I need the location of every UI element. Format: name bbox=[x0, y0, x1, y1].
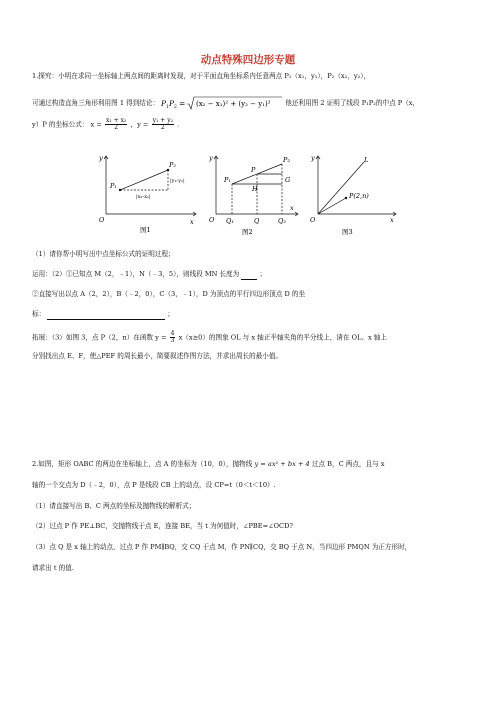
fig2-caption: 图2 bbox=[242, 228, 253, 236]
fig1-label-dy: |y₂-y₁| bbox=[170, 178, 185, 184]
fig2-label-q: Q bbox=[254, 217, 260, 225]
q1-part2c-text: 标： bbox=[32, 310, 46, 318]
q2-part1: （1）请直接写出 B、C 两点的坐标及抛物线的解析式； bbox=[32, 502, 196, 510]
q2-line1-text: 2.如图，矩形 OABC 的两边在坐标轴上，点 A 的坐标为（10，0），抛物线 bbox=[32, 460, 253, 468]
fig2-label-g: G bbox=[285, 176, 291, 184]
q1-part3a-text: 拓展：（3）如图 3，点 P（2，n）在函数 y = bbox=[32, 333, 167, 342]
page-title: 动点特殊四边形专题 bbox=[200, 54, 296, 66]
q2-part3b: 请求出 t 的值. bbox=[32, 564, 74, 572]
fig2-label-p1: P₁ bbox=[224, 176, 231, 184]
distance-formula bbox=[161, 96, 283, 110]
q2-intro-line2: 轴的一个交点为 D（﹣2，0），点 P 是线段 CB 上的动点，设 CP=t（0＜t＜10）. bbox=[32, 481, 276, 489]
mid-y-num: y₁ + y₂ bbox=[152, 117, 174, 124]
q1-line3-end: . bbox=[177, 120, 180, 129]
svg-text:2: 2 bbox=[174, 105, 178, 110]
fig1-label-p2: P₂ bbox=[169, 161, 176, 169]
q2-intro-line1 bbox=[32, 460, 385, 469]
fig1-label-y: y bbox=[99, 154, 103, 162]
fig2-label-q1: Q₁ bbox=[226, 217, 234, 225]
q1-line3-text: y）P 的坐标公式： bbox=[32, 120, 89, 129]
q1-part3b-text: x（x≥0）的图象 OL 与 x 轴正半轴夹角的平分线上，请在 OL、x 轴上 bbox=[178, 333, 387, 342]
fig2-label-o: O bbox=[209, 216, 215, 224]
figure-3 bbox=[306, 150, 402, 238]
fig1-label-o: O bbox=[99, 216, 105, 224]
fig2-label-q2: Q₂ bbox=[278, 217, 286, 225]
q1-part2b: ②直接写出以点 A（2，2），B（﹣2，0），C（3，﹣1），D 为顶点的平行四边形顶点 D 的坐 bbox=[32, 290, 306, 298]
svg-text:1: 1 bbox=[166, 105, 170, 110]
slope-num: 4 bbox=[170, 330, 175, 337]
fig2-label-p: P bbox=[251, 166, 256, 174]
q1-part1: （1）请你帮小明写出中点坐标公式的证明过程； bbox=[32, 250, 175, 258]
fig1-label-x: x bbox=[190, 218, 194, 226]
svg-text:P: P bbox=[161, 99, 167, 108]
mid-x-lhs: x = bbox=[90, 120, 102, 129]
mid-x-fraction bbox=[105, 118, 127, 131]
q1-part2a bbox=[32, 270, 266, 280]
q1-part3a bbox=[32, 331, 387, 344]
fig3-label-l: L bbox=[364, 156, 369, 164]
fig3-label-x: x bbox=[390, 216, 394, 224]
svg-text:=: = bbox=[179, 99, 186, 108]
fig2-label-y: y bbox=[209, 154, 213, 162]
q2-line1-tail: 过点 B，C 两点，且与 x bbox=[311, 460, 385, 468]
fig3-label-y: y bbox=[311, 154, 315, 162]
figure-1 bbox=[92, 148, 200, 234]
mid-y-fraction bbox=[152, 118, 174, 131]
fig3-caption: 图3 bbox=[342, 228, 353, 236]
fig1-label-dx: |x₂-x₁| bbox=[136, 194, 151, 200]
q1-intro-line3 bbox=[32, 118, 179, 131]
figure-2 bbox=[206, 150, 302, 238]
slope-fraction bbox=[170, 331, 176, 344]
q1-intro-line1: 1.探究：小明在求同一坐标轴上两点间的距离时发现，对于平面直角坐标系内任意两点 P₁（x₁，y₁），P₂（x₂，y₂）， bbox=[32, 72, 371, 80]
q2-part2: （2）过点 P 作 PE⊥BC，交抛物线于点 E，连接 BE，当 t 为何值时，∠PBE=∠OCD? bbox=[32, 522, 293, 530]
q1-part3c: 分别找出点 E、F，使△PEF 的周长最小，简要叙述作图方法，并求出周长的最小值。 bbox=[32, 352, 283, 360]
fig3-label-p: P(2,n) bbox=[349, 192, 369, 200]
q1-line2-text: 可通过构造直角三角形利用图 1 得到结论： bbox=[32, 99, 160, 107]
q1-intro-line2 bbox=[32, 96, 419, 110]
fig1-label-p1: P₁ bbox=[110, 182, 117, 190]
slope-den: 3 bbox=[170, 337, 175, 344]
fig2-label-h: H bbox=[252, 185, 258, 193]
svg-text:P: P bbox=[169, 99, 175, 108]
mid-y-lhs: ，y = bbox=[130, 120, 149, 129]
q2-part3a: （3）点 Q 是 x 轴上的动点，过点 P 作 PM∥BQ，交 CQ 于点 M，作 PN∥CQ，交 BQ 于点 N，当四边形 PMQN 为正方形时， bbox=[32, 543, 412, 551]
mid-x-num: x₁ + x₂ bbox=[105, 117, 127, 124]
fig3-label-o: O bbox=[310, 216, 316, 224]
fig2-label-p2: P₂ bbox=[283, 156, 290, 164]
fig2-label-x: x bbox=[290, 204, 294, 212]
svg-text:(x₂ − x₁)² + (y₂ − y₁)²: (x₂ − x₁)² + (y₂ − y₁)² bbox=[196, 100, 271, 108]
mid-y-den: 2 bbox=[160, 124, 165, 131]
parabola-formula: y = ax² + bx + 4 bbox=[254, 460, 310, 468]
mid-x-den: 2 bbox=[114, 124, 119, 131]
answer-blank-mn[interactable] bbox=[241, 270, 257, 280]
q1-part2c bbox=[32, 310, 174, 320]
q1-part2c-end: ； bbox=[167, 310, 174, 318]
q1-part2a-text: 运用：（2）①已知点 M（2，﹣1），N（﹣3，5），则线段 MN 长度为 bbox=[32, 270, 240, 278]
answer-blank-d[interactable] bbox=[47, 310, 165, 320]
q1-line2-tail: 他还利用图 2 证明了线段 P₁P₂的中点 P（x， bbox=[285, 99, 420, 107]
q1-part2a-end: ； bbox=[259, 270, 267, 278]
fig1-caption: 图1 bbox=[140, 226, 151, 234]
